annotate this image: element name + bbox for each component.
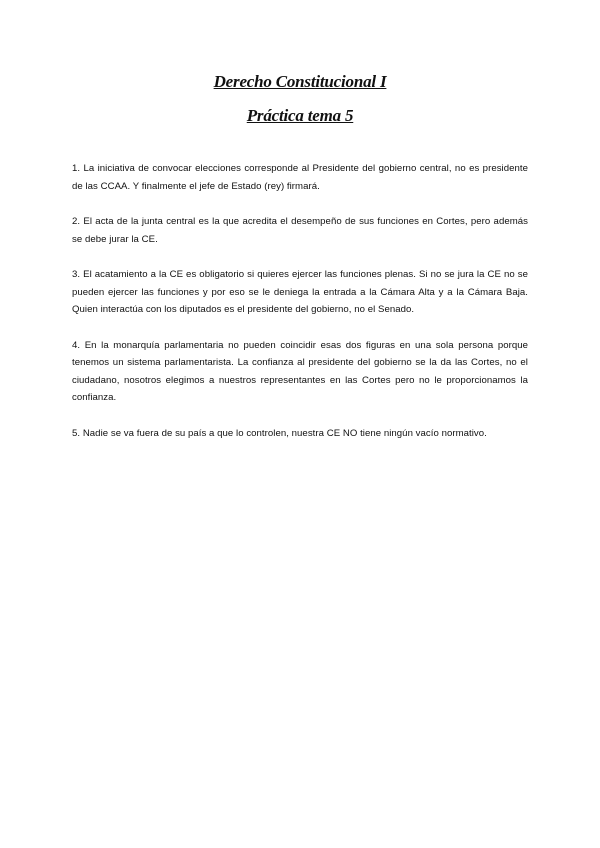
paragraph-1: 1. La iniciativa de convocar elecciones corresponde al Presidente del gobierno central, no es presidente de las CCAA. Y finalmente el jefe de Estado (rey) firmará. <box>72 163 528 192</box>
document-subtitle: Práctica tema 5 <box>246 106 354 125</box>
document-body <box>72 160 528 460</box>
document-title: Derecho Constitucional I <box>213 72 387 91</box>
paragraph-4: 4. En la monarquía parlamentaria no pueden coincidir esas dos figuras en una sola persona porque tenemos un sistema parlamentarista. La confianza al presidente del gobierno se la da las Cortes, no el ciudadano, nosotros elegimos a nuestros representantes en las Cortes pero no le proporcionamos la confianza. <box>72 339 528 403</box>
paragraph-5: 5. Nadie se va fuera de su país a que lo controlen, nuestra CE NO tiene ningún vacío normativo. <box>72 427 487 439</box>
paragraph-2: 2. El acta de la junta central es la que acredita el desempeño de sus funciones en Cortes, pero además se debe jurar la CE. <box>72 216 528 245</box>
paragraph-3: 3. El acatamiento a la CE es obligatorio si quieres ejercer las funciones plenas. Si no se jura la CE no se pueden ejercer las funciones y por eso se le deniega la entrada a la Cámara Alta y a la Cámara Baja. Quien interactúa con los diputados es el presidente del gobierno, no el Senado. <box>72 269 528 315</box>
